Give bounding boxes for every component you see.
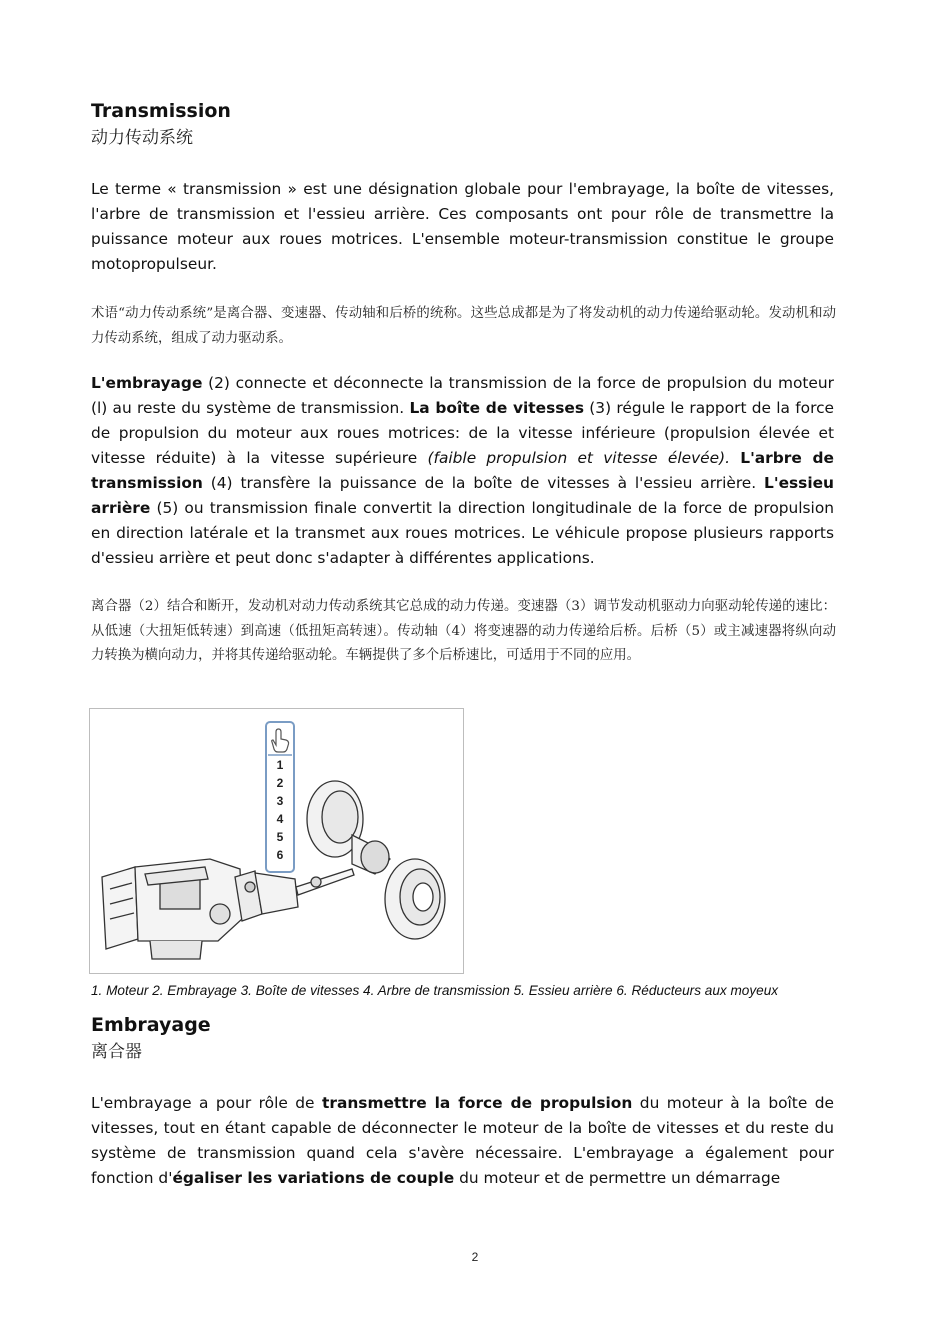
text-embrayage: (2) connecte et déconnecte la transmission de la force de propulsion du moteur (l) au reste du système de transmission. <box>91 374 834 417</box>
engine-drawing <box>102 859 242 959</box>
text-italic-faible-propulsion: (faible propulsion et vitesse élevée). <box>427 449 731 467</box>
section-title-transmission-cn: 动力传动系统 <box>91 128 193 148</box>
term-boite-de-vitesses: La boîte de vitesses <box>409 399 585 417</box>
paragraph-transmission-components-cn: 离合器（2）结合和断开，发动机对动力传动系统其它总成的动力传递。变速器（3）调节发动机驱动力向驱动轮传递的速比：从低速（大扭矩低转速）到高速（低扭矩高转速）。传动轴（4）将变速器的动力传递给后桥。后桥（5）或主减速器将纵向动力转换为横向动力，并将其传递给驱动轮。车辆提供了多个后桥速比，可适用于不同的应用。 <box>91 599 836 663</box>
section-title-transmission: Transmission <box>91 100 231 122</box>
section-title-embrayage-cn: 离合器 <box>91 1042 142 1062</box>
legend-number-5: 5 <box>276 830 284 844</box>
legend-number-1: 1 <box>276 758 284 772</box>
page-number: 2 <box>471 1250 479 1264</box>
text-embrayage-intro: L'embrayage a pour rôle de <box>91 1094 322 1112</box>
text-essieu-arriere: (5) ou transmission finale convertit la direction longitudinale de la force de propulsion en direction latérale et la transmet aux roues motrices. Le véhicule propose plusieurs rapports d'essieu arrière et peut donc s'adapter à différentes applications. <box>91 499 834 567</box>
term-arbre-de-transmission: L'arbre de transmission <box>91 449 834 492</box>
legend-number-4: 4 <box>276 812 284 826</box>
term-essieu-arriere: L'essieu arrière <box>91 474 834 517</box>
section-title-embrayage: Embrayage <box>91 1014 211 1036</box>
figure-caption: 1. Moteur 2. Embrayage 3. Boîte de vitesses 4. Arbre de transmission 5. Essieu arrière 6. Réducteurs aux moyeux <box>91 983 779 998</box>
text-arbre-de-transmission: (4) transfère la puissance de la boîte de vitesses à l'essieu arrière. <box>202 474 765 492</box>
paragraph-embrayage <box>91 1091 834 1191</box>
gearbox-drawing <box>235 871 298 921</box>
term-transmettre-force: transmettre la force de propulsion <box>322 1094 633 1112</box>
rear-axle-drawing <box>307 781 445 939</box>
text-embrayage-end: du moteur et de permettre un démarrage <box>454 1169 781 1187</box>
drivetrain-illustration <box>90 709 463 973</box>
drivetrain-figure <box>89 708 464 974</box>
propeller-shaft-drawing <box>296 869 354 895</box>
term-egaliser-variations: égaliser les variations de couple <box>172 1169 455 1187</box>
legend-number-3: 3 <box>276 794 284 808</box>
term-embrayage: L'embrayage <box>91 374 203 392</box>
text-boite-de-vitesses: (3) régule le rapport de la force de propulsion du moteur aux roues motrices: de la vitesse inférieure (propulsion élevée et vitesse réduite) à la vitesse supérieure <box>91 399 835 467</box>
paragraph-transmission-intro-cn: 术语“动力传动系统”是离合器、变速器、传动轴和后桥的统称。这些总成都是为了将发动机的动力传递给驱动轮。发动机和动力传动系统，组成了动力驱动系。 <box>91 306 836 346</box>
legend-number-2: 2 <box>276 776 284 790</box>
legend-number-6: 6 <box>276 848 284 862</box>
text-embrayage-middle: du moteur à la boîte de vitesses, tout en étant capable de déconnecter le moteur de la boîte de vitesses et du reste du système de transmission quand cela s'avère nécessaire. L'embrayage a également pour fonction d' <box>91 1094 835 1187</box>
paragraph-transmission-components <box>91 371 834 571</box>
paragraph-transmission-intro: Le terme « transmission » est une désignation globale pour l'embrayage, la boîte de vitesses, l'arbre de transmission et l'essieu arrière. Ces composants ont pour rôle de transmettre la puissance moteur aux roues motrices. L'ensemble moteur-transmission constitue le groupe motopropulseur. <box>91 180 834 273</box>
